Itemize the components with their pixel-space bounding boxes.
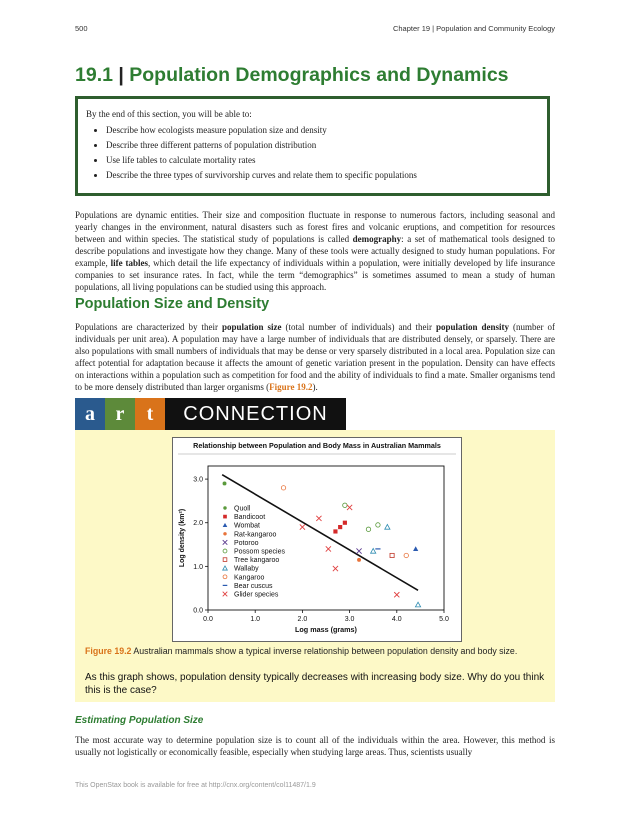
legend-marker-wallaby — [223, 566, 228, 570]
estimating-paragraph: The most accurate way to determine population size is to count all of the individuals within the area. However, this method is usually not logistically or economically feasible, especially when studying large areas. Thus, scientists usually — [75, 735, 555, 757]
data-point-wallaby — [415, 602, 420, 607]
legend-label-possom-species: Possom species — [234, 548, 285, 556]
term-population-size: population size — [221, 322, 282, 332]
data-point-bandicoot — [333, 529, 337, 533]
legend-marker-kangaroo — [223, 575, 227, 579]
footer-note: This OpenStax book is available for free at http://cnx.org/content/col11487/1.9 — [75, 782, 316, 789]
art-connection-banner — [75, 398, 346, 430]
data-point-bandicoot — [343, 521, 347, 525]
term-life-tables: life tables — [110, 258, 148, 268]
data-point-glider-species — [333, 566, 338, 571]
art-letter-t: t — [135, 398, 165, 430]
data-point-kangaroo — [281, 486, 285, 490]
x-tick-label: 3.0 — [344, 616, 355, 623]
section-separator: | — [118, 64, 124, 86]
chart-frame — [172, 437, 462, 642]
legend-label-kangaroo: Kangaroo — [234, 574, 265, 582]
page-number: 500 — [75, 24, 88, 33]
data-point-rat-kangaroo — [357, 558, 361, 562]
data-point-possom-species — [366, 527, 370, 531]
legend-label-quoll: Quoll — [234, 505, 251, 513]
x-tick-label: 1.0 — [250, 616, 261, 623]
learning-objectives-box — [75, 96, 550, 196]
subsection-heading: Population Size and Density — [75, 296, 270, 312]
data-point-wallaby — [385, 524, 390, 529]
objective-item: • Describe how ecologists measure population size and density — [106, 125, 539, 135]
data-point-glider-species — [300, 524, 305, 529]
scatter-chart — [173, 438, 461, 641]
legend-marker-tree-kangaroo — [223, 558, 227, 562]
art-connection-label: CONNECTION — [165, 398, 346, 430]
legend-label-bear-cuscus: Bear cuscus — [234, 582, 273, 590]
y-tick-label: 1.0 — [193, 563, 203, 571]
subsubsection-heading: Estimating Population Size — [75, 715, 204, 726]
x-tick-label: 4.0 — [391, 616, 402, 623]
art-letter-r: r — [105, 398, 135, 430]
legend-label-potoroo: Potoroo — [234, 539, 259, 547]
data-point-potoroo — [356, 548, 361, 553]
y-tick-label: 3.0 — [193, 476, 203, 484]
art-connection-question: As this graph shows, population density typically decreases with increasing body size. Why do you think this is the case? — [85, 672, 545, 696]
chapter-header: Chapter 19 | Population and Community Ecology — [392, 24, 555, 33]
y-tick-label: 2.0 — [193, 520, 203, 528]
figure-reference-link[interactable]: Figure 19.2 — [269, 382, 313, 392]
legend-marker-wombat — [223, 523, 228, 527]
figure-label: Figure 19.2 — [85, 646, 132, 656]
data-point-possom-species — [343, 503, 347, 507]
intro-paragraph: Populations are dynamic entities. Their size and composition fluctuate in response to numerous factors, including seasonal and yearly changes in the environment, natural disasters such as forest fires and volcanic eruptions, and competition for resources between and within species. The statistical study of populations is called demography: a set of mathematical tools designed to describe populations and investigate how they change. Many of these tools were actually designed to study human populations. For example, life tables, which detail the life expectancy of individuals within a population, were initially developed by life insurance companies to set insurance rates. In fact, while the term “demographics” is sometimes assumed to mean a study of human populations, all living populations can be studied using this approach. — [75, 210, 556, 292]
population-size-paragraph: Populations are characterized by their population size (total number of individuals) and their population density (number of individuals per unit area). A population may have a large number of individuals that are distributed densely, or sparsely. There are also populations with small numbers of individuals that may be dense or very sparsely distributed in a local area. Population size can affect potential for adaptation because it affects the amount of genetic variation present in the population. Density can have effects on interactions within a population such as competition for food and the ability of individuals to find a mate. Smaller organisms tend to be more densely distributed than larger organisms (Figure 19.2). — [75, 322, 555, 392]
objective-item: • Describe the three types of survivorship curves and relate them to specific populations — [106, 170, 539, 180]
figure-caption: Figure 19.2 Australian mammals show a typical inverse relationship between population density and body size. — [85, 646, 518, 656]
data-point-wallaby — [371, 548, 376, 553]
x-tick-label: 5.0 — [439, 616, 449, 623]
data-point-glider-species — [316, 516, 321, 521]
data-point-possom-species — [376, 523, 380, 527]
term-demography: demography — [352, 234, 402, 244]
term-population-density: population density — [435, 322, 509, 332]
legend-label-tree-kangaroo: Tree kangaroo — [234, 557, 280, 565]
section-title-text: Population Demographics and Dynamics — [129, 64, 509, 86]
section-title — [75, 64, 509, 87]
data-point-glider-species — [394, 592, 399, 597]
objectives-list — [86, 125, 539, 180]
data-point-quoll — [223, 482, 227, 486]
x-tick-label: 0.0 — [203, 616, 213, 623]
y-tick-label: 0.0 — [193, 607, 203, 615]
legend-label-wombat: Wombat — [234, 522, 260, 530]
y-axis-label: Log density (km²) — [179, 508, 186, 568]
legend-label-rat-kangaroo: Rat-kangaroo — [234, 531, 277, 539]
data-point-kangaroo — [404, 553, 408, 557]
objective-item: • Describe three different patterns of population distribution — [106, 140, 539, 150]
data-point-glider-species — [347, 505, 352, 510]
data-point-tree-kangaroo — [390, 553, 394, 557]
legend-marker-potoroo — [223, 540, 228, 545]
x-axis-label: Log mass (grams) — [295, 625, 357, 634]
section-number: 19.1 — [75, 64, 113, 86]
art-letter-a: a — [75, 398, 105, 430]
x-tick-label: 2.0 — [297, 616, 308, 623]
legend-marker-possom-species — [223, 549, 227, 553]
legend-marker-glider-species — [223, 592, 228, 597]
legend-marker-quoll — [223, 506, 226, 509]
data-point-glider-species — [326, 546, 331, 551]
legend-label-glider-species: Glider species — [234, 591, 279, 599]
data-point-wombat — [413, 546, 418, 551]
legend-marker-rat-kangaroo — [223, 532, 226, 535]
objective-item: • Use life tables to calculate mortality rates — [106, 155, 539, 165]
legend-marker-bandicoot — [223, 515, 227, 519]
data-point-bandicoot — [338, 525, 342, 529]
legend-label-wallaby: Wallaby — [234, 565, 259, 573]
objectives-intro: By the end of this section, you will be able to: — [86, 109, 252, 119]
chart-title: Relationship between Population and Body Mass in Australian Mammals — [193, 441, 441, 450]
legend-label-bandicoot: Bandicoot — [234, 514, 266, 522]
